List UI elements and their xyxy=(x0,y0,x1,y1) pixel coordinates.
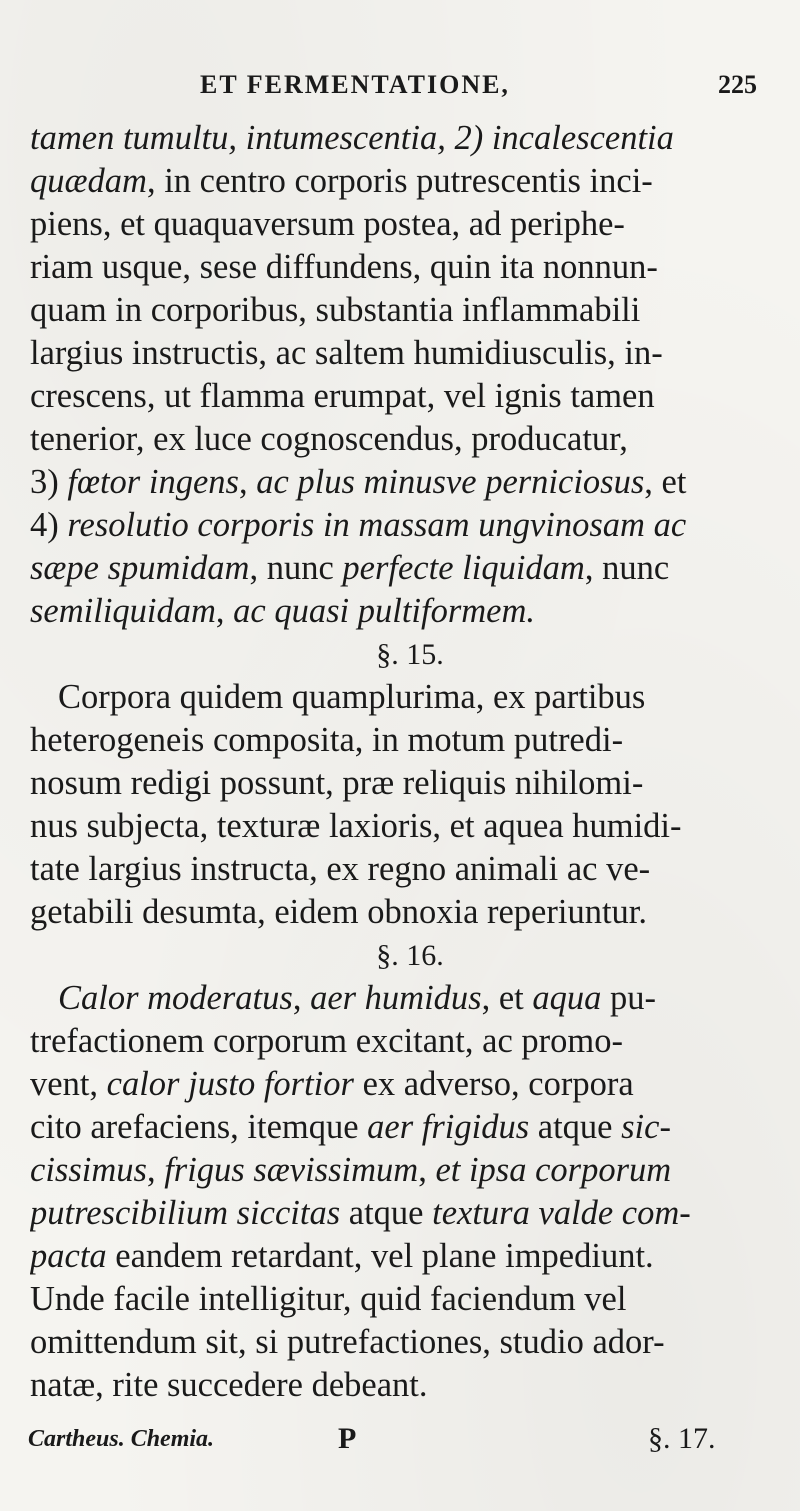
text-line: largius instructis, ac saltem humidiusculis, in- xyxy=(30,334,663,372)
text-line: Corpora quidem quamplurima, ex partibus xyxy=(58,678,646,716)
text-line: omittendum sit, si putrefactiones, studio ador- xyxy=(30,1323,665,1361)
text-line: pacta eandem retardant, vel plane impediunt. xyxy=(30,1237,654,1275)
page-number: 225 xyxy=(718,70,757,99)
section-heading: §. 15. xyxy=(376,638,444,671)
text-line: cito arefaciens, itemque aer frigidus atque sic- xyxy=(30,1108,671,1146)
text-line: quam in corporibus, substantia inflammabili xyxy=(30,291,641,329)
text-line: vent, calor justo fortior ex adverso, corpora xyxy=(30,1065,634,1103)
text-line: nosum redigi possunt, præ reliquis nihilomi- xyxy=(30,764,644,802)
text-line: piens, et quaquaversum postea, ad periphe- xyxy=(30,205,625,243)
text-line: natæ, rite succedere debeant. xyxy=(30,1366,428,1404)
signature-mark: P xyxy=(338,1422,357,1455)
text-span: tamen tumultu, intumescentia, 2) incalescentia xyxy=(30,119,674,157)
text-line: sæpe spumidam, nunc perfecte liquidam, nunc xyxy=(30,549,670,587)
text-line: riam usque, sese diffundens, quin ita nonnun- xyxy=(30,248,658,286)
running-head: ET FERMENTATIONE, xyxy=(200,70,510,99)
text-line: cissimus, frigus sævissimum, et ipsa corporum xyxy=(30,1151,672,1189)
footer-running-title: Cartheus. Chemia. xyxy=(28,1426,215,1452)
text-line: getabili desumta, eidem obnoxia reperiuntur. xyxy=(30,893,647,931)
body-text xyxy=(30,117,790,1407)
text-line: nus subjecta, texturæ laxioris, et aquea humidi- xyxy=(30,807,682,845)
text-line: 3) fœtor ingens, ac plus minusve perniciosus, et xyxy=(30,463,687,501)
page-header xyxy=(0,70,800,110)
text-line: heterogeneis composita, in motum putredi- xyxy=(30,721,624,759)
catchword: §. 17. xyxy=(648,1422,716,1455)
text-line: semiliquidam, ac quasi pultiformem. xyxy=(30,592,536,630)
text-line: quædam, in centro corporis putrescentis inci- xyxy=(30,162,653,200)
text-line: tate largius instructa, ex regno animali ac ve- xyxy=(30,850,651,888)
text-line: Calor moderatus, aer humidus, et aqua pu- xyxy=(58,979,657,1017)
text-line: trefactionem corporum excitant, ac promo- xyxy=(30,1022,623,1060)
text-line: putrescibilium siccitas atque textura valde com- xyxy=(30,1194,691,1232)
text-line: crescens, ut flamma erumpat, vel ignis tamen xyxy=(30,377,655,415)
text-line: tenerior, ex luce cognoscendus, producatur, xyxy=(30,420,628,458)
text-line xyxy=(30,117,790,160)
text-line: 4) resolutio corporis in massam ungvinosam ac xyxy=(30,506,687,544)
text-line: Unde facile intelligitur, quid faciendum vel xyxy=(30,1280,627,1318)
section-heading: §. 16. xyxy=(376,939,444,972)
page-footer xyxy=(28,1422,788,1462)
